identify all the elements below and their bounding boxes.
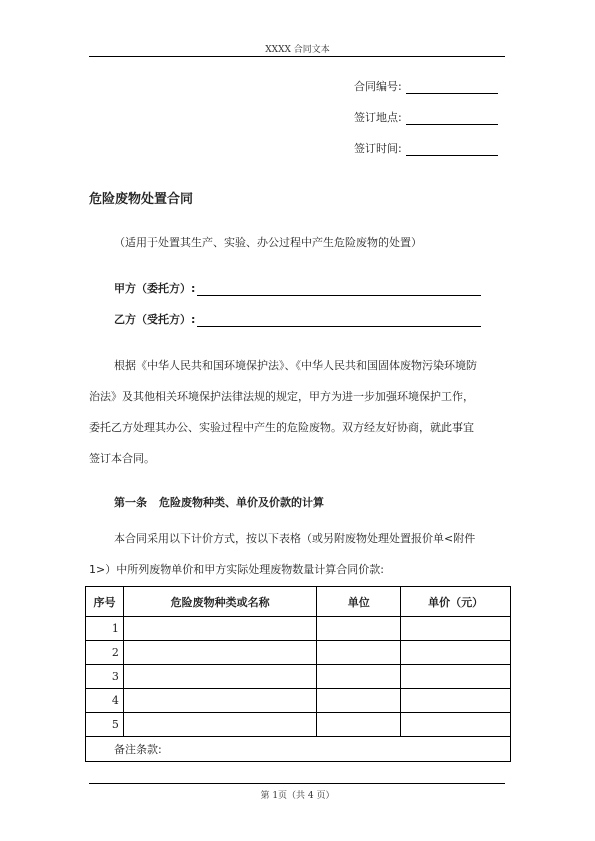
row-index: 5 xyxy=(86,713,124,737)
page-header: XXXX 合同文本 xyxy=(265,45,330,55)
table-row xyxy=(86,665,511,689)
cell-waste-type[interactable] xyxy=(123,689,316,713)
cell-unit[interactable] xyxy=(317,689,401,713)
article-1-title: 危险废物种类、单价及价款的计算 xyxy=(159,496,324,509)
page-footer: 第 1页（共 4 页） xyxy=(260,791,335,801)
cell-waste-type[interactable] xyxy=(123,713,316,737)
row-index: 1 xyxy=(86,617,124,641)
cell-unit-price[interactable] xyxy=(401,641,511,665)
col-header-index: 序号 xyxy=(86,587,124,617)
document-title: 危险废物处置合同 xyxy=(89,192,194,207)
table-row xyxy=(86,617,511,641)
intro-paragraph xyxy=(89,350,505,474)
cell-unit-price[interactable] xyxy=(401,713,511,737)
table-header-row xyxy=(86,587,511,617)
cell-unit-price[interactable] xyxy=(401,689,511,713)
cell-unit[interactable] xyxy=(317,617,401,641)
party-b-blank[interactable] xyxy=(197,314,481,327)
signing-place-label: 签订地点: xyxy=(354,111,402,124)
cell-unit-price[interactable] xyxy=(401,617,511,641)
row-index: 4 xyxy=(86,689,124,713)
intro-line: 根据《中华人民共和国环境保护法》、《中华人民共和国固体废物污染环境防 xyxy=(114,359,477,372)
party-b-label: 乙方（受托方）: xyxy=(114,313,196,326)
contract-number-label: 合同编号: xyxy=(354,80,402,93)
cell-waste-type[interactable] xyxy=(123,665,316,689)
cell-unit-price[interactable] xyxy=(401,665,511,689)
waste-price-table xyxy=(85,586,511,762)
table-row xyxy=(86,713,511,737)
contract-number-blank[interactable] xyxy=(406,81,498,94)
party-a-blank[interactable] xyxy=(197,283,481,296)
signing-date-field xyxy=(354,140,498,156)
col-header-unit: 单位 xyxy=(317,587,401,617)
cell-waste-type[interactable] xyxy=(123,617,316,641)
cell-waste-type[interactable] xyxy=(123,641,316,665)
footer-divider xyxy=(89,783,505,784)
signing-date-label: 签订时间: xyxy=(354,142,402,155)
article-1-line: 本合同采用以下计价方式，按以下表格（或另附废物处理处置报价单<附件 xyxy=(114,532,476,545)
table-row xyxy=(86,641,511,665)
col-header-waste-type: 危险废物种类或名称 xyxy=(123,587,316,617)
table-row xyxy=(86,689,511,713)
cell-unit[interactable] xyxy=(317,665,401,689)
article-1-number: 第一条 xyxy=(114,496,147,509)
document-subtitle: （适用于处置其生产、实验、办公过程中产生危险废物的处置） xyxy=(114,236,422,249)
intro-line: 委托乙方处理其办公、实验过程中产生的危险废物。双方经友好协商，就此事宜 xyxy=(89,421,474,434)
signing-place-field xyxy=(354,109,498,125)
col-header-unit-price: 单价（元） xyxy=(401,587,511,617)
article-1-body xyxy=(89,523,505,585)
contract-number-field xyxy=(354,78,498,94)
remark-cell[interactable]: 备注条款: xyxy=(86,737,511,762)
article-1-line: 1>）中所列废物单价和甲方实际处理废物数量计算合同价款: xyxy=(89,563,384,576)
row-index: 3 xyxy=(86,665,124,689)
remark-row xyxy=(86,737,511,762)
row-index: 2 xyxy=(86,641,124,665)
cell-unit[interactable] xyxy=(317,713,401,737)
cell-unit[interactable] xyxy=(317,641,401,665)
signing-place-blank[interactable] xyxy=(406,112,498,125)
signing-date-blank[interactable] xyxy=(406,143,498,156)
party-a-field xyxy=(114,280,481,296)
party-b-field xyxy=(114,311,481,327)
header-divider xyxy=(89,56,505,57)
intro-line: 治法》及其他相关环境保护法律法规的规定，甲方为进一步加强环境保护工作， xyxy=(89,390,474,403)
article-1-heading xyxy=(114,494,324,510)
intro-line: 签订本合同。 xyxy=(89,452,155,465)
party-a-label: 甲方（委托方）: xyxy=(114,282,196,295)
